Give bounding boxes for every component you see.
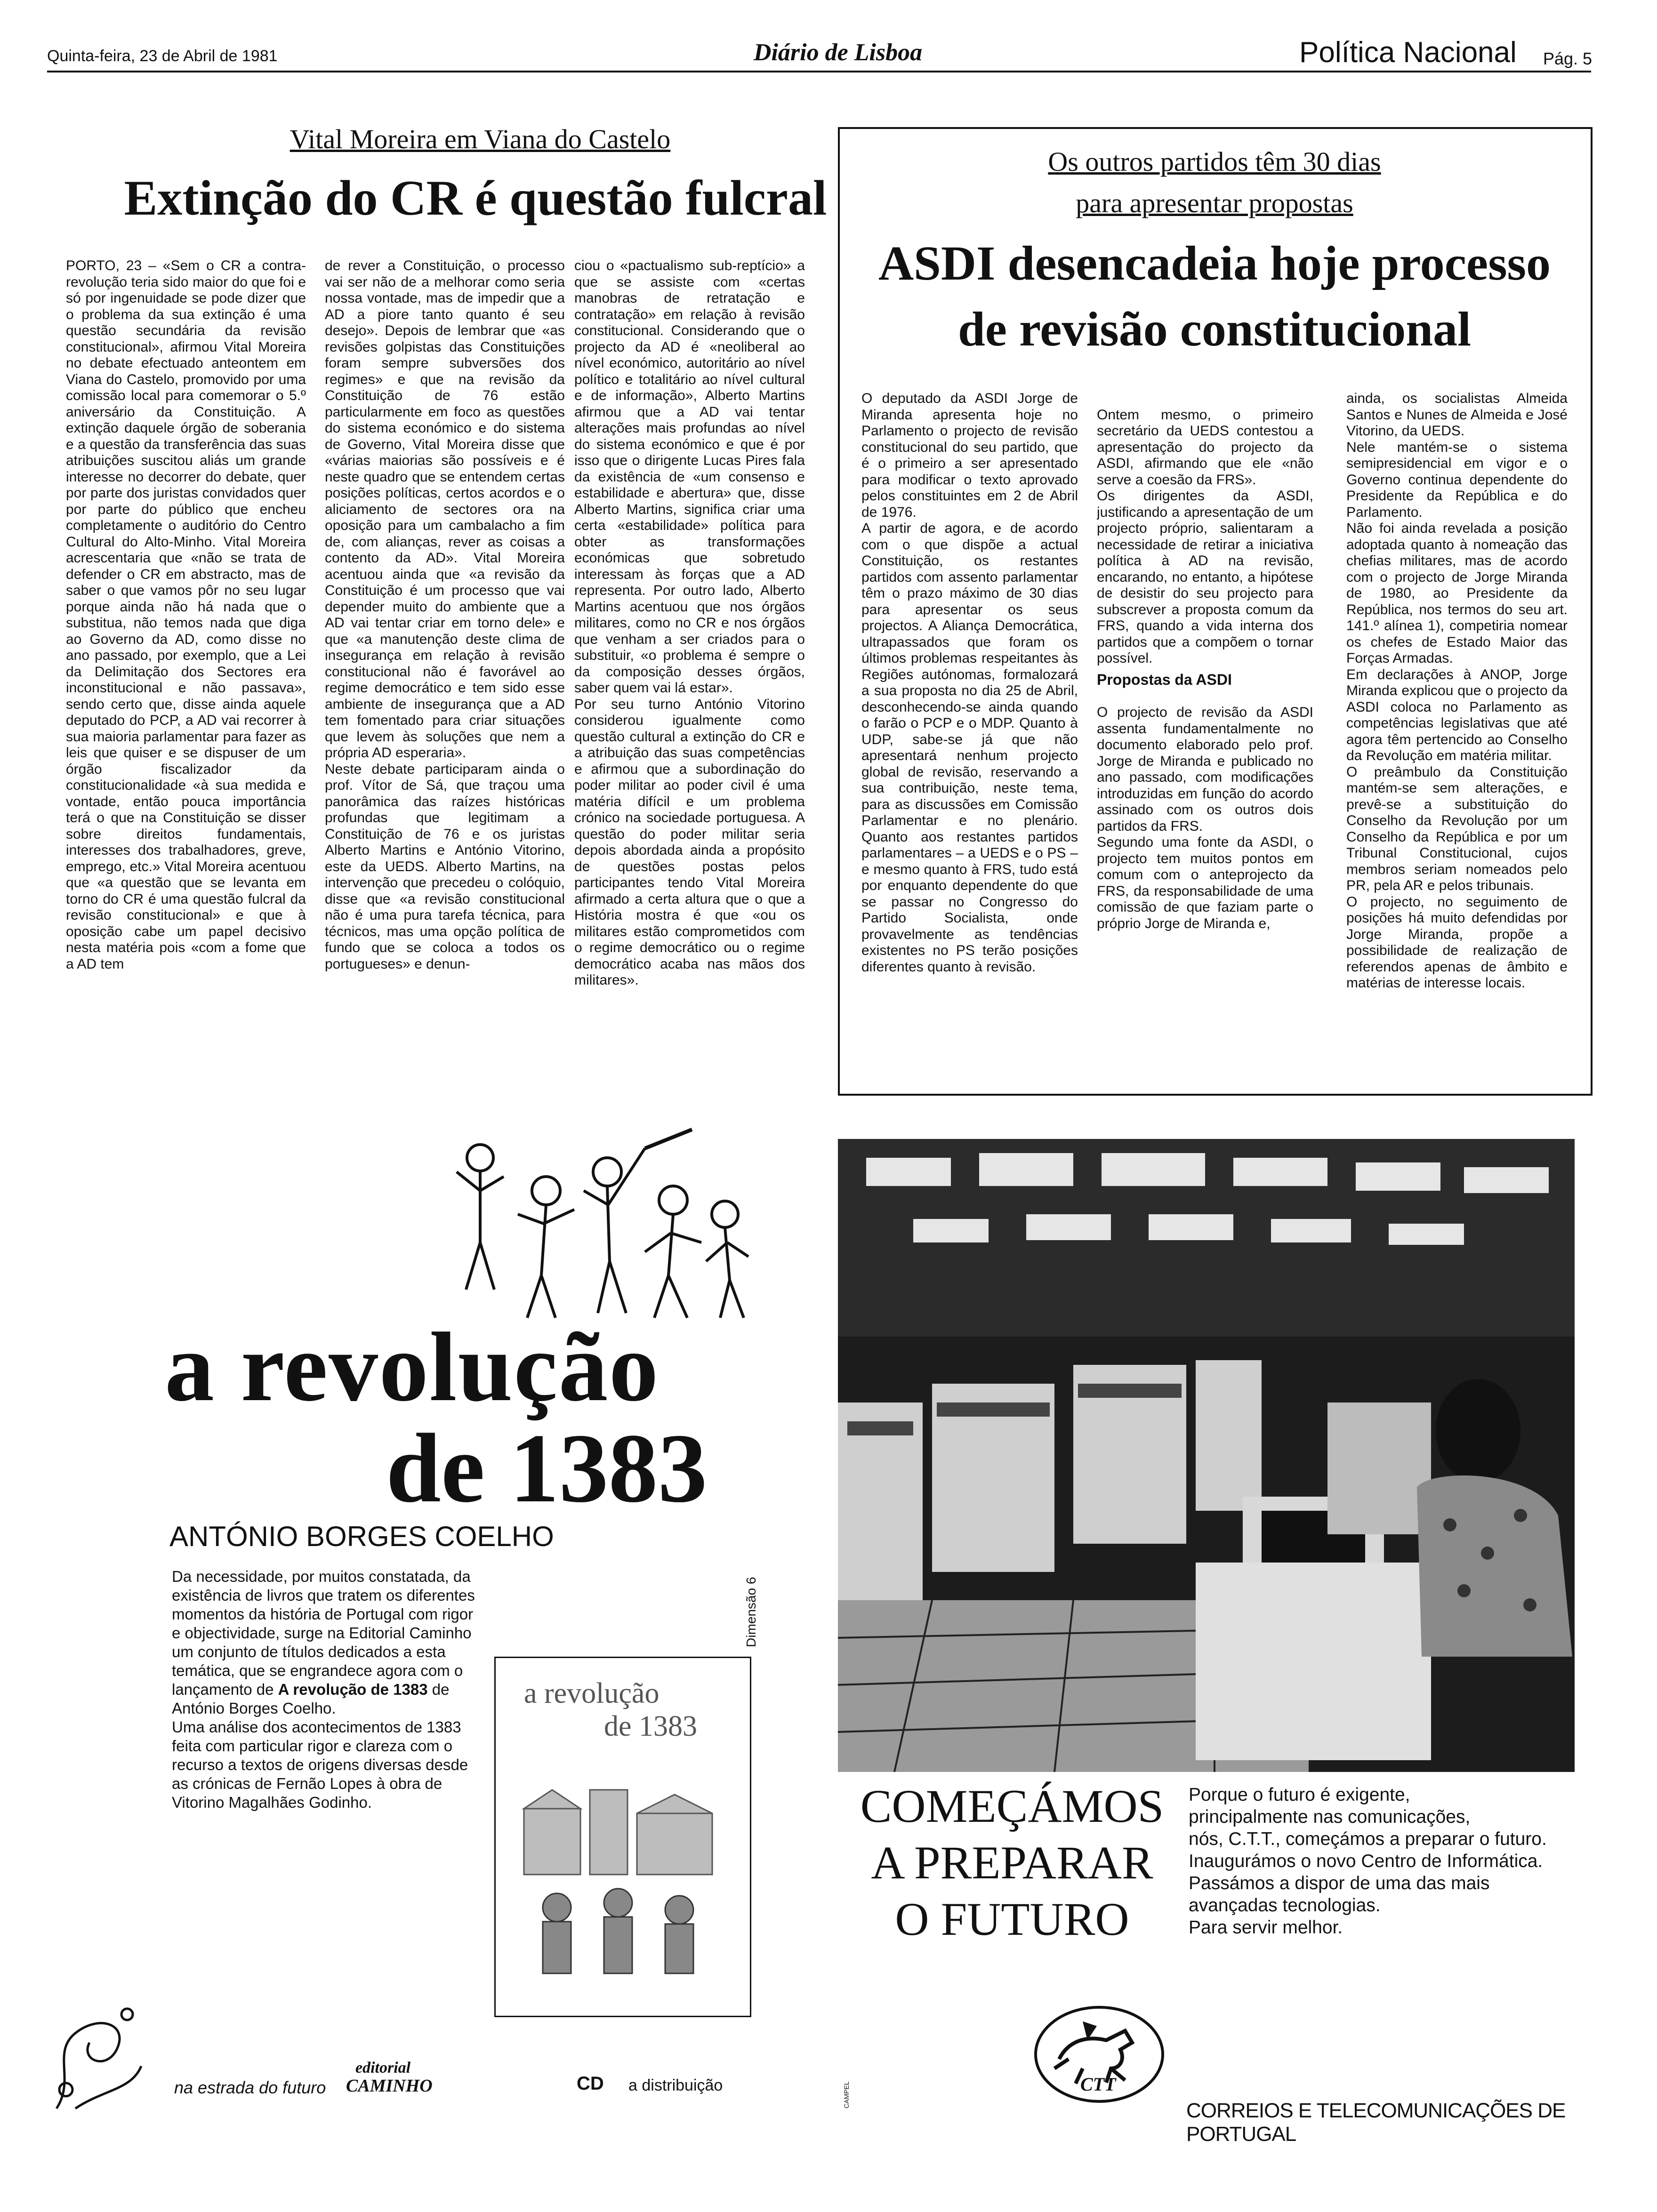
- article1-column-3: ciou o «pactualismo sub-reptício» a que se assiste com «certas manobras de retratação e contratação» em relação à revisão constitucional. Considerando que o projecto da AD é «neoliberal ao nível económico, autoritário ao nível político e totalitário ao nível cultural e de informação», Alberto Martins afirmou que a AD vai tentar alterações mais profundas ao nível do sistema económico e que é por isso que o dirigente Lucas Pires fala da existência de «um consenso e estabilidade e abertura» que, disse Alberto Martins, significa criar uma certa «estabilidade» política para obter as transformações económicas que sobretudo interessam às forças que a AD representa. Por outro lado, Alberto Martins acentuou que nos órgãos militares, como no CR e nos órgãos que venham a ser criados para o substituir, «o problema é sempre o da composição desses órgãos, saber quem vai lá estar». Por seu turno António Vitorino considerou igualmente como questão cultural a extinção do CR e a atribuição das suas competências e afirmou que a subordinação do poder militar ao poder civil é uma matéria difícil e um problema crónico na sociedade portuguesa. A questão do poder militar seria depois abordada ainda a propósito de questões postas pelos participantes tendo Vital Moreira afirmado a certa altura que o que a História mostra é que «ou os militares estão comprometidos com o regime democrático ou o regime democrático acaba nas mãos dos militares».: [574, 258, 805, 988]
- article1-headline: Extinção do CR é questão fulcral: [124, 170, 827, 225]
- article2-subhead: Propostas da ASDI: [1097, 671, 1232, 688]
- ctt-agency-mark: CAMPEL: [843, 2081, 850, 2108]
- book-cover-illustration: [505, 1780, 740, 2002]
- ad-book-publisher-2: CAMINHO: [346, 2076, 433, 2096]
- book-cover-title-2: de 1383: [604, 1710, 698, 1742]
- article2-kicker-2: para apresentar propostas: [1076, 188, 1353, 218]
- ad-book-slogan: na estrada do futuro: [174, 2078, 326, 2097]
- ad-book-distrib: a distribuição: [628, 2076, 723, 2094]
- ad-ctt-body: Porque o futuro é exigente, principalmente nas comunicações, nós, C.T.T., começámos a preparar o futuro. Inaugurámos o novo Centro de Informática. Passámos a dispor de uma das mais avançadas tecnologias. Para servir melhor.: [1189, 1785, 1547, 1938]
- ad-book-body-2: Uma análise dos acontecimentos de 1383 feita com particular rigor e clareza com o recurso a textos de origens diversas desde as crónicas de Fernão Lopes à obra de Vitorino Magalhães Godinho.: [172, 1718, 468, 1811]
- ad-book-title-2: de 1383: [386, 1414, 708, 1523]
- masthead-paper: Diário de Lisboa: [753, 39, 923, 66]
- article1-column-2: de rever a Constituição, o processo vai ser não de a melhorar como seria nossa vontade, mas de impedir que a AD a piore tanto quanto é seu desejo». Depois de lembrar que «as revisões golpistas das Constituições foram sempre subversões dos regimes» e que na revisão da Constituição de 76 estão particularmente em foco as questões do sistema económico e do sistema de Governo, Vital Moreira disse que «várias maiorias são possíveis e é neste quadro que se entendem certas posições políticas, certos acordos e o aliciamento de sectores ora na oposição para um cambalacho a fim de, com alianças, rever as coisas a contento da AD». Vital Moreira acentuou ainda que «a revisão da Constituição é um processo que vai depender muito do ambiente que a AD vai tentar criar em torno dele» e que «a manutenção deste clima de insegurança em relação à revisão constitucional não é favorável ao regime democrático e tem sido esse ambiente de insegurança que a AD tem fomentado para criar situações que levem às soluções que nem a própria AD esperaria». Neste debate participaram ainda o prof. Vítor de Sá, que traçou uma panorâmica das raízes históricas profundas que legitimam a Constituição de 76 e os juristas Alberto Martins e António Vitorino, este da UEDS. Alberto Martins, na intervenção que precedeu o colóquio, disse que «a revisão constitucional não é uma pura tarefa técnica, para técnicos, mas uma opção política de fundo que se coloca a todos os portugueses» e denun-: [325, 258, 565, 972]
- article1-kicker: Vital Moreira em Viana do Castelo: [290, 124, 671, 154]
- article2-kicker-1: Os outros partidos têm 30 dias: [1048, 146, 1381, 177]
- ad-book-author: ANTÓNIO BORGES COELHO: [169, 1521, 554, 1552]
- ad-book-title-1: a revolução: [165, 1313, 660, 1422]
- article2-column-3: ainda, os socialistas Almeida Santos e Nunes de Almeida e José Vitorino, da UEDS. Nele mantém-se o sistema semipresidencial em vigor e o Governo continua dependente do Presidente da República e do Parlamento. Não foi ainda revelada a posição adoptada quanto à nomeação das chefias militares, mas de acordo com o projecto de Jorge Miranda de 1980, ao Presidente da República, nos termos do seu art. 141.º alínea 1), competiria nomear os chefes de Estado Maior das Forças Armadas. Em declarações à ANOP, Jorge Miranda explicou que o projecto da ASDI coloca no Parlamento as competências legislativas que até agora têm pertencido ao Conselho da Revolução em matéria militar. O preâmbulo da Constituição mantém-se sem alterações, e prevê-se a substituição do Conselho da Revolução por um Conselho da República e por um Tribunal Constitucional, cujos membros seriam nomeados pelo PR, pela AR e pelos tribunais. O projecto, no seguimento de posições há muito defendidas por Jorge Miranda, propõe a possibilidade de realização de referendos apenas de âmbito e matérias de interesse locais.: [1346, 391, 1568, 991]
- article2-headline-2: de revisão constitucional: [957, 302, 1472, 356]
- ad-ctt-footer: CORREIOS E TELECOMUNICAÇÕES DE PORTUGAL: [1186, 2099, 1566, 2146]
- masthead-section: Política Nacional: [1299, 36, 1517, 69]
- masthead-page: Pág. 5: [1543, 49, 1593, 68]
- ctt-logo-text: CTT: [1080, 2074, 1116, 2095]
- computer-center-photo-graphic: [838, 1139, 1575, 1772]
- ad-book-body-bold: A revolução de 1383: [278, 1681, 428, 1698]
- ad-ctt-headline-2: A PREPARAR: [871, 1836, 1153, 1889]
- ad-book-body: [172, 1567, 478, 1812]
- ad-ctt-headline-3: O FUTURO: [895, 1893, 1129, 1945]
- book-cover: [494, 1657, 751, 2017]
- masthead-rule: [47, 71, 1591, 72]
- article1-column-1: PORTO, 23 – «Sem o CR a contra-revolução teria sido maior do que foi e só por ingenuidade se pode dizer que o problema da sua extinção é uma questão secundária da revisão constitucional», afirmou Vital Moreira no debate efectuado anteontem em Viana do Castelo, promovido por uma comissão local para comemorar o 5.º aniversário da Constituição. A extinção daquele órgão de soberania e a questão da transferência das suas atribuições suscitou aliás um grande interesse no decorrer do debate, quer por parte dos juristas convidados quer por parte do público que encheu completamente o auditório do Centro Cultural do Alto-Minho. Vital Moreira acrescentaria que «não se trata de defender o CR em abstracto, mas de saber o que vamos pôr no seu lugar porque ainda não há nada que o substitua, não temos nada que diga ao Governo da AD, como disse no ano passado, por exemplo, que a Lei da Delimitação dos Sectores era inconstitucional e não passava», sendo certo que, disse ainda aquele deputado do PCP, a AD vai recorrer à sua maioria parlamentar para fazer as leis que quiser e se dispuser de um órgão fiscalizador da constitucionalidade «à sua medida e vontade, então pouca importância terá o que na Constituição se disser sobre direitos fundamentais, interesses dos trabalhadores, greve, emprego, etc.» Vital Moreira acentuou que «a questão que se levanta em torno do CR é uma questão fulcral da revisão constitucional» e que à oposição cabe um papel decisivo nesta matéria pois «com a fome que a AD tem: [66, 258, 306, 972]
- book-cover-title-1: a revolução: [524, 1677, 660, 1709]
- article2-column-2b: O projecto de revisão da ASDI assenta fundamentalmente no documento elaborado pelo prof. Jorge de Miranda e publicado no ano passado, com modificações introduzidas em função do acordo assinado com os outros dois partidos da FRS. Segundo uma fonte da ASDI, o projecto tem muitos pontos em comum com o anteprojecto da FRS, da responsabilidade de uma comissão de que faziam parte o próprio Jorge de Miranda e,: [1097, 705, 1313, 931]
- ad-book-distrib-mark: CD: [577, 2073, 604, 2094]
- article2-column-1: O deputado da ASDI Jorge de Miranda apresenta hoje no Parlamento o projecto de revisão constitucional do seu partido, que é o primeiro a ser apresentado para modificar o texto aprovado pelos constituintes em 2 de Abril de 1976. A partir de agora, e de acordo com o que dispõe a actual Constituição, os restantes partidos com assento parlamentar têm o prazo máximo de 30 dias para apresentar os seus projectos. A Aliança Democrática, ultrapassados que foram os últimos problemas respeitantes às Regiões autónomas, formalozará a sua proposta no dia 25 de Abril, desconhecendo-se ainda quando o farão o PCP e o MDP. Quanto à UDP, sabe-se já que não apresentará nenhum projecto global de revisão, reservando a sua contribuição, neste tema, para as discussões em Comissão Parlamentar e no plenário. Quanto aos restantes partidos parlamentares – a UEDS e o PS – e mesmo quanto à FRS, tudo está por enquanto dependente do que se passar no Congresso do Partido Socialista, onde provavelmente as tendências existentes no PS terão posições diferentes quanto à revisão.: [861, 391, 1078, 975]
- article2-headline-1: ASDI desencadeia hoje processo: [878, 236, 1551, 290]
- decorative-flourish-icon: [47, 1996, 151, 2113]
- ad-book-body-b: de António Borges Coelho.: [172, 1681, 450, 1717]
- article2-column-2: [1097, 391, 1313, 1078]
- ad-book-side-label: Dimensão 6: [744, 1577, 758, 1647]
- ad-ctt-headline-1: COMEÇÁMOS: [860, 1780, 1164, 1832]
- article2-column-2a: Ontem mesmo, o primeiro secretário da UEDS contestou a apresentação do projecto da ASDI, afirmando que ele «não serve a coesão da FRS». Os dirigentes da ASDI, justificando a apresentação de um projecto próprio, salientaram a necessidade de retirar a iniciativa política à AD na revisão, encarando, no entanto, a hipótese de desistir do seu projecto para subscrever a proposta comum da FRS, quando a vida interna dos partidos que a compõem o tornar possível.: [1097, 407, 1313, 666]
- masthead-date: Quinta-feira, 23 de Abril de 1981: [47, 47, 278, 65]
- ad-book-body-a: Da necessidade, por muitos constatada, da existência de livros que tratem os diferentes momentos da história de Portugal com rigor e objectividade, surge na Editorial Caminho um conjunto de títulos dedicados a esta temática, que se engrandece agora com o lançamento de: [172, 1568, 475, 1698]
- computer-center-photo: [838, 1139, 1575, 1772]
- medieval-figures-illustration: [447, 1120, 758, 1327]
- ad-book-publisher-1: editorial: [355, 2059, 411, 2076]
